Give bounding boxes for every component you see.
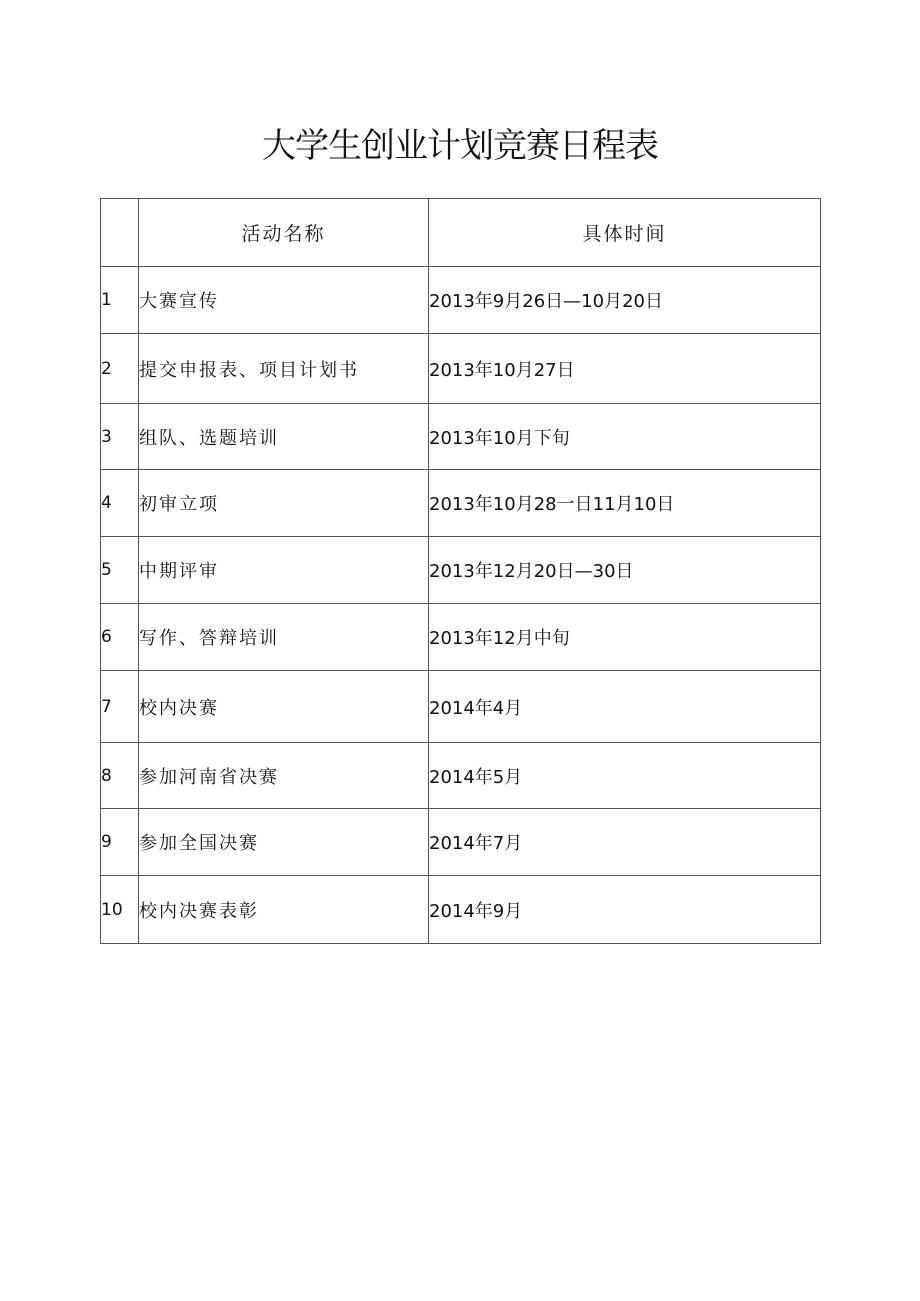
row-index: 2 bbox=[101, 334, 139, 404]
header-index bbox=[101, 199, 139, 267]
page-title: 大学生创业计划竞赛日程表 bbox=[262, 126, 658, 166]
row-activity: 参加全国决赛 bbox=[139, 809, 429, 876]
row-index: 8 bbox=[101, 743, 139, 809]
row-activity: 初审立项 bbox=[139, 470, 429, 537]
row-activity: 组队、选题培训 bbox=[139, 404, 429, 470]
table-row bbox=[101, 537, 821, 604]
table-row bbox=[101, 671, 821, 743]
header-activity-name: 活动名称 bbox=[139, 199, 429, 267]
row-activity: 校内决赛表彰 bbox=[139, 876, 429, 944]
row-index: 10 bbox=[101, 876, 139, 944]
row-index: 4 bbox=[101, 470, 139, 537]
row-activity: 提交申报表、项目计划书 bbox=[139, 334, 429, 404]
row-time: 2013年10月28一日11月10日 bbox=[429, 470, 821, 537]
row-time: 2013年10月27日 bbox=[429, 334, 821, 404]
table-row bbox=[101, 470, 821, 537]
table-row bbox=[101, 604, 821, 671]
row-activity: 大赛宣传 bbox=[139, 267, 429, 334]
row-index: 1 bbox=[101, 267, 139, 334]
table-row bbox=[101, 267, 821, 334]
row-time: 2013年9月26日—10月20日 bbox=[429, 267, 821, 334]
table-row bbox=[101, 809, 821, 876]
row-index: 3 bbox=[101, 404, 139, 470]
table-row bbox=[101, 743, 821, 809]
row-index: 5 bbox=[101, 537, 139, 604]
row-index: 9 bbox=[101, 809, 139, 876]
row-activity: 写作、答辩培训 bbox=[139, 604, 429, 671]
row-time: 2014年4月 bbox=[429, 671, 821, 743]
row-time: 2014年7月 bbox=[429, 809, 821, 876]
row-time: 2014年9月 bbox=[429, 876, 821, 944]
row-time: 2014年5月 bbox=[429, 743, 821, 809]
table-header-row bbox=[101, 199, 821, 267]
row-index: 6 bbox=[101, 604, 139, 671]
row-activity: 校内决赛 bbox=[139, 671, 429, 743]
table-row bbox=[101, 876, 821, 944]
row-time: 2013年12月中旬 bbox=[429, 604, 821, 671]
table-row bbox=[101, 334, 821, 404]
row-activity: 参加河南省决赛 bbox=[139, 743, 429, 809]
row-time: 2013年10月下旬 bbox=[429, 404, 821, 470]
schedule-table bbox=[100, 198, 821, 944]
table-row bbox=[101, 404, 821, 470]
header-specific-time: 具体时间 bbox=[429, 199, 821, 267]
row-time: 2013年12月20日—30日 bbox=[429, 537, 821, 604]
row-index: 7 bbox=[101, 671, 139, 743]
row-activity: 中期评审 bbox=[139, 537, 429, 604]
